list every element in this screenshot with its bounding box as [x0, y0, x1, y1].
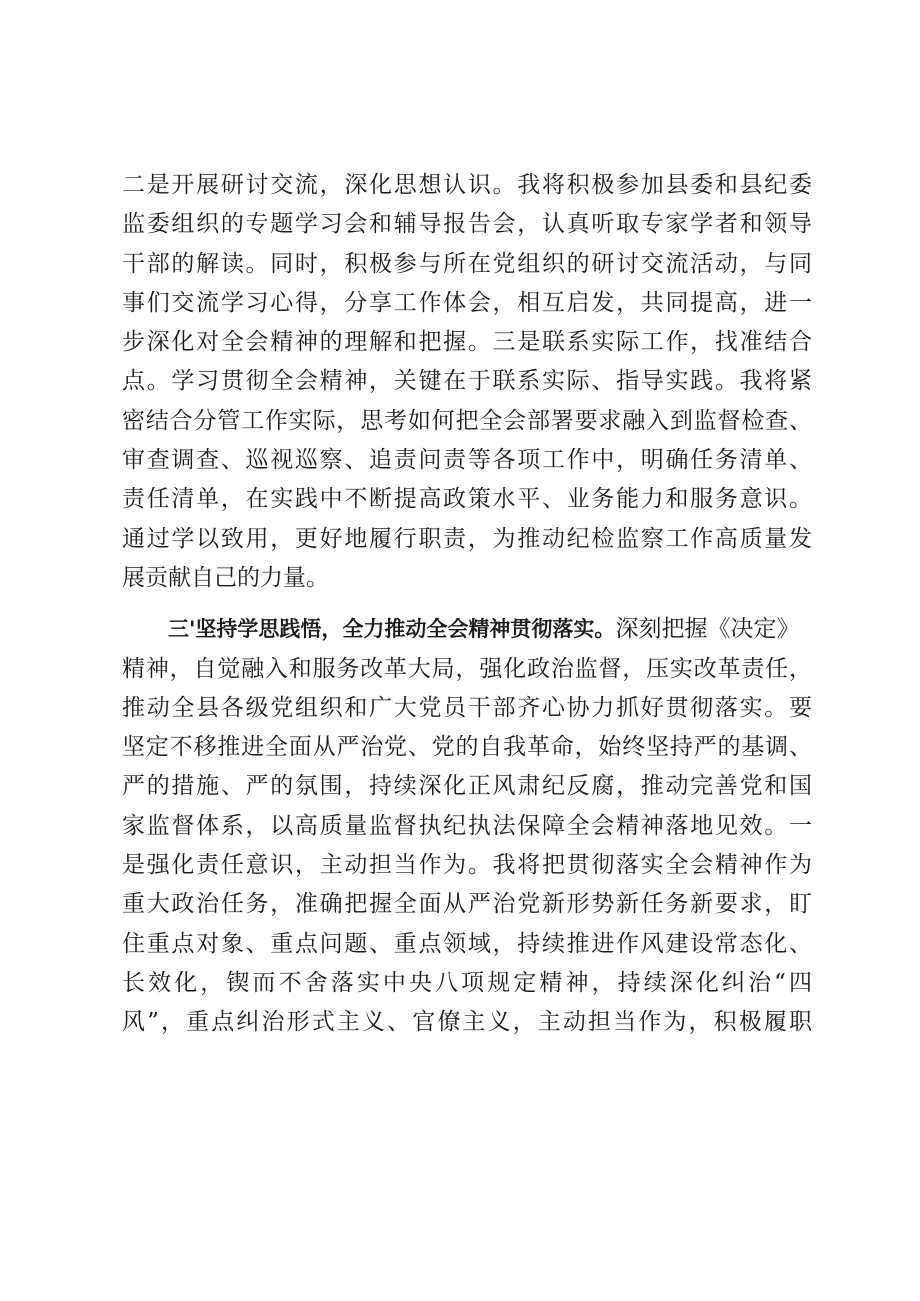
section-heading-continuation: 深刻把握《决定》: [615, 616, 800, 643]
paragraph-line: 严的措施、严的氛围，持续深化正风肃纪反腐，推动完善党和国: [122, 773, 812, 800]
paragraph-line: 长效化，锲而不舍落实中央八项规定精神，持续深化纠治“四: [122, 969, 812, 996]
section-heading: 三'坚持学思践悟，全力推动全会精神贯彻落实。: [168, 617, 616, 642]
paragraph-line: 点。学习贯彻全会精神，关键在于联系实际、指导实践。我将紧: [122, 368, 812, 395]
paragraph-line: 干部的解读。同时，积极参与所在党组织的研讨交流活动，与同: [122, 250, 812, 277]
paragraph-line: 监委组织的专题学习会和辅导报告会，认真听取专家学者和领导: [122, 211, 812, 238]
section-heading-line: [122, 610, 812, 649]
paragraph-line: 重大政治任务，准确把握全面从严治党新形势新任务新要求，盯: [122, 891, 812, 918]
paragraph-line: 审查调查、巡视巡察、追责问责等各项工作中，明确任务清单、: [122, 447, 812, 474]
paragraph-line: 责任清单，在实践中不断提高政策水平、业务能力和服务意识。: [122, 486, 812, 513]
paragraph-line: 坚定不移推进全面从严治党、党的自我革命，始终坚持严的基调、: [122, 734, 812, 761]
paragraph-line: 二是开展研讨交流，深化思想认识。我将积极参加县委和县纪委: [122, 172, 812, 198]
paragraph-line: 事们交流学习心得，分享工作体会，相互启发，共同提高，进一: [122, 289, 812, 316]
paragraph-spacer: [122, 598, 812, 610]
document-body: [122, 166, 812, 1043]
paragraph-line: 步深化对全会精神的理解和把握。三是联系实际工作，找准结合: [122, 329, 812, 356]
paragraph-line: 通过学以致用，更好地履行职责，为推动纪检监察工作高质量发: [122, 525, 812, 552]
paragraph-line: 是强化责任意识，主动担当作为。我将把贯彻落实全会精神作为: [122, 852, 812, 879]
paragraph-line: 家监督体系，以高质量监督执纪执法保障全会精神落地见效。一: [122, 812, 812, 839]
paragraph-section-three: [122, 610, 812, 1042]
paragraph-line: 展贡献自己的力量。: [122, 564, 329, 591]
paragraph-line: 密结合分管工作实际，思考如何把全会部署要求融入到监督检查、: [122, 407, 812, 434]
paragraph-line: 精神，自觉融入和服务改革大局，强化政治监督，压实改革责任，: [122, 655, 812, 682]
paragraph-line: 住重点对象、重点问题、重点领域，持续推进作风建设常态化、: [122, 930, 812, 957]
paragraph-line: 推动全县各级党组织和广大党员干部齐心协力抓好贯彻落实。要: [122, 694, 812, 721]
paragraph-study-discussion: [122, 166, 812, 598]
paragraph-line: 风”，重点纠治形式主义、官僚主义，主动担当作为，积极履职: [122, 1009, 812, 1036]
